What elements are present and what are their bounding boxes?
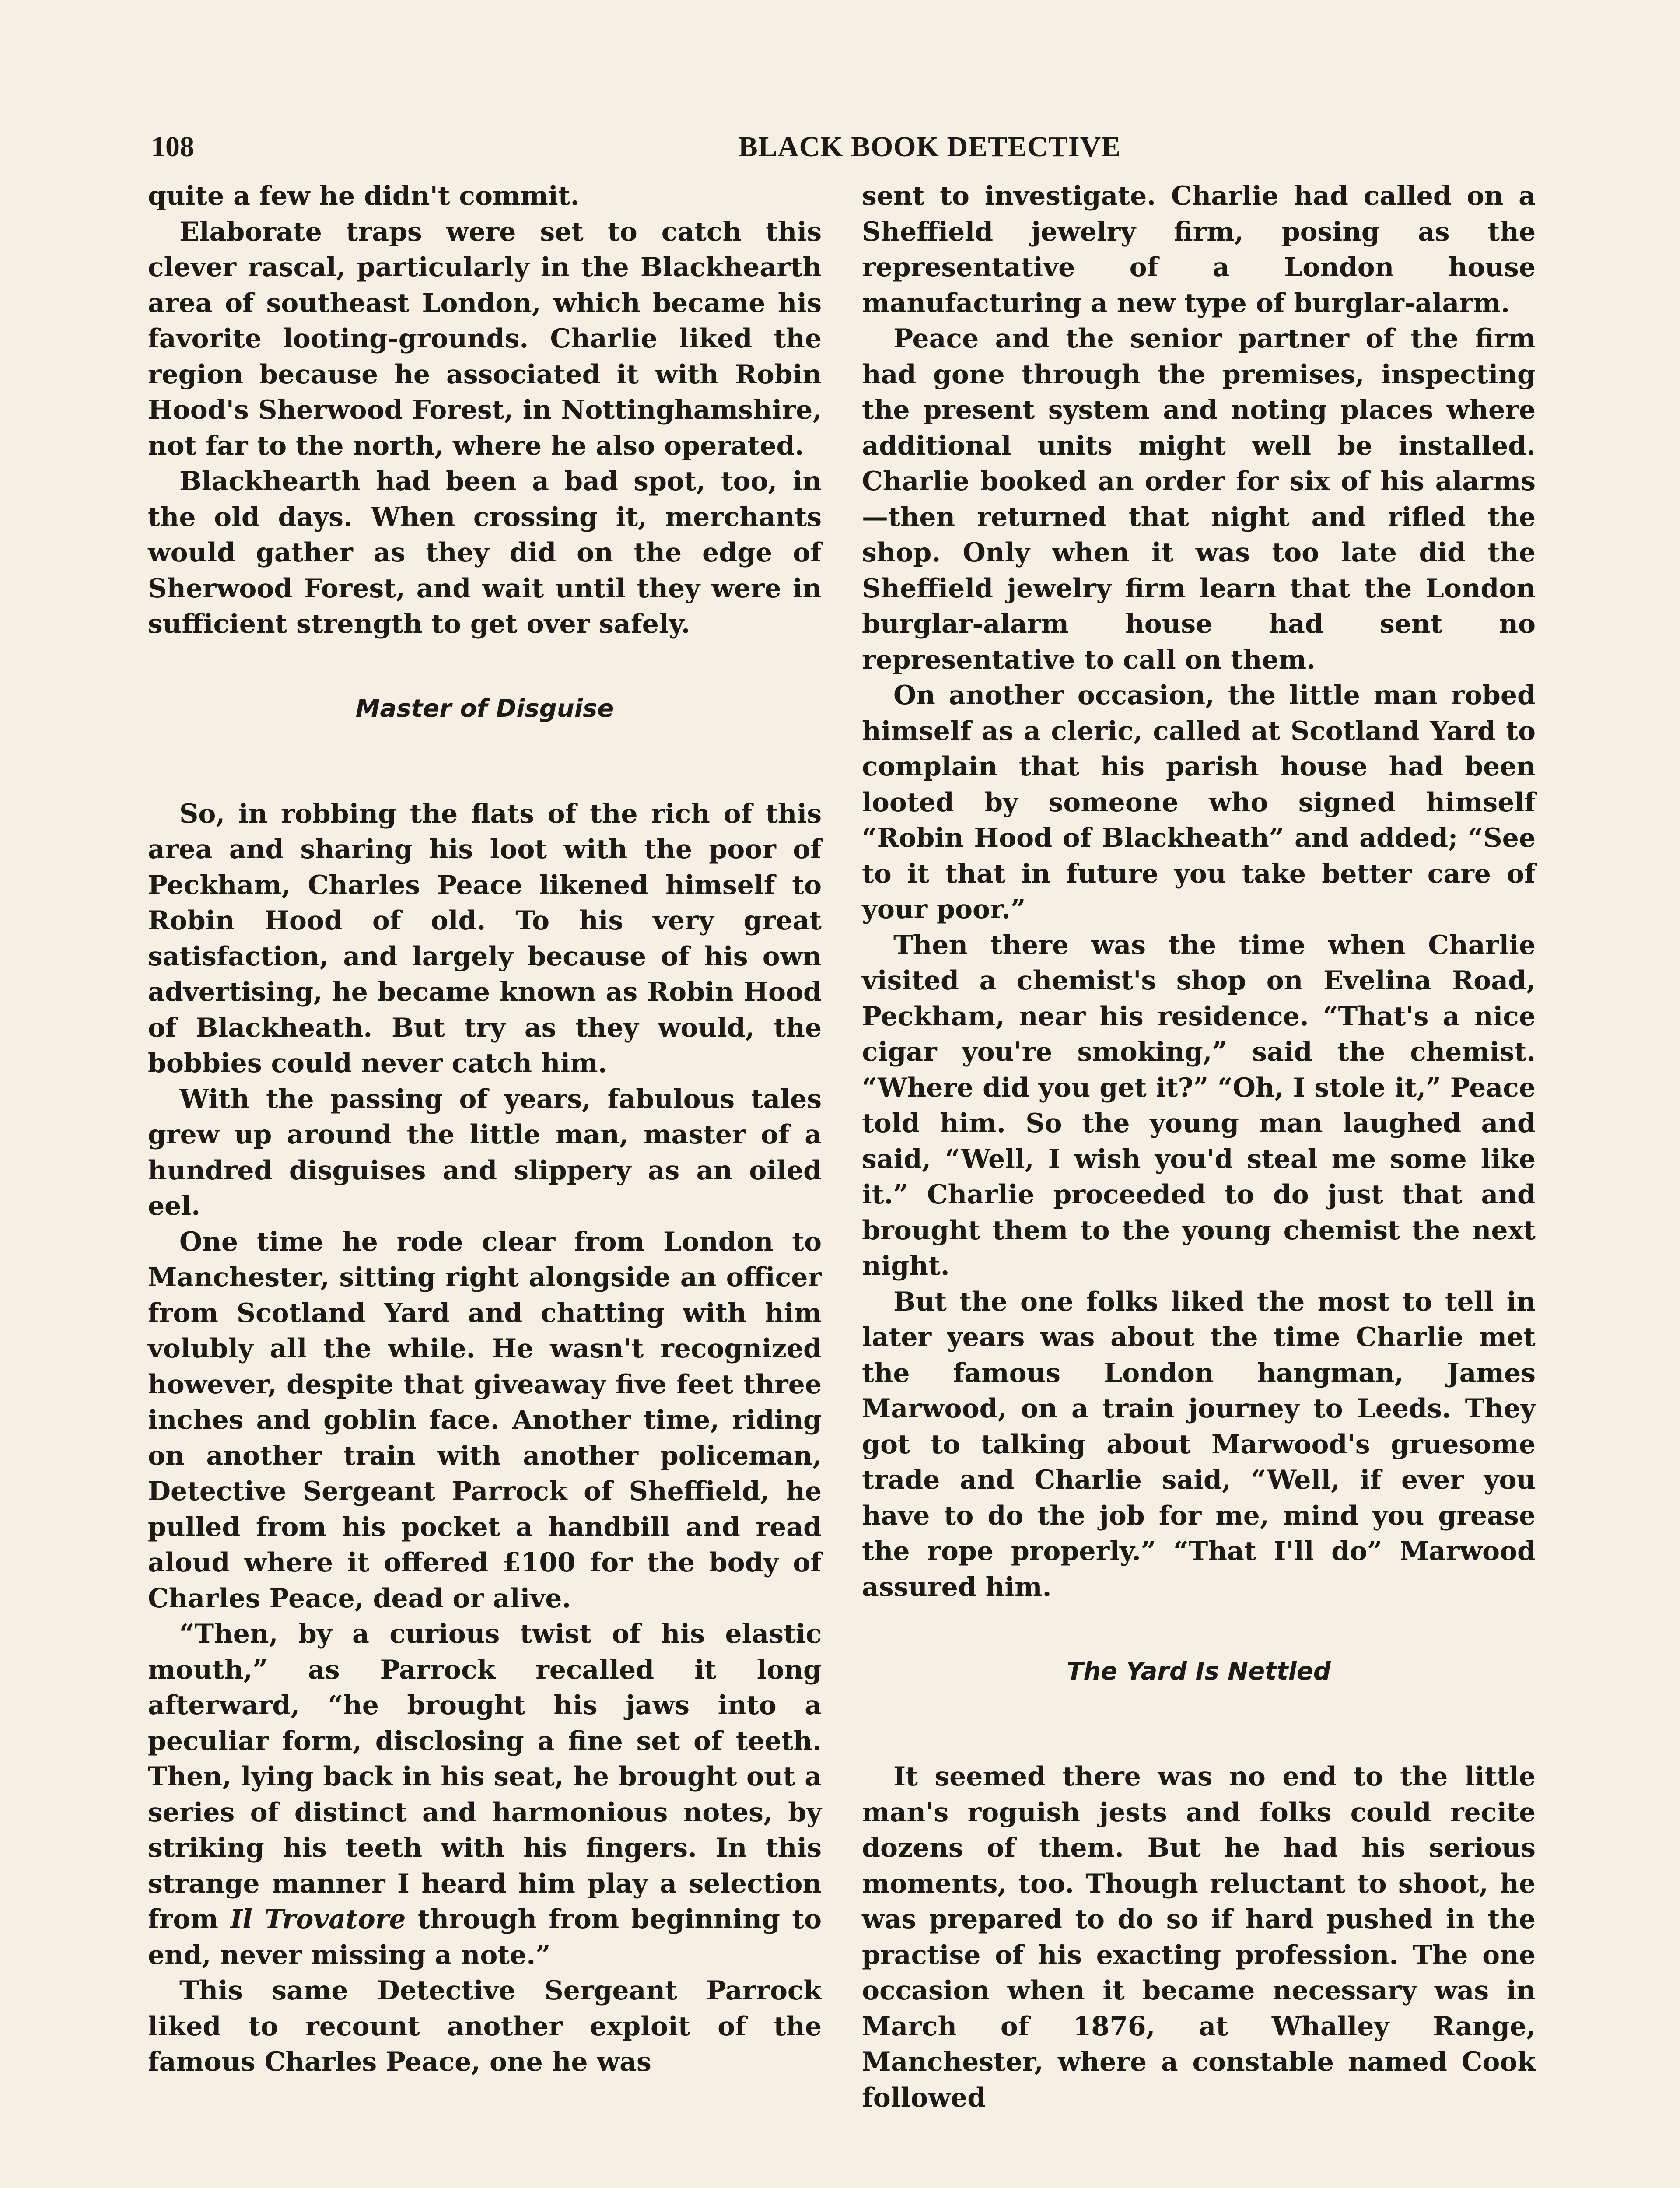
paragraph: This same Detective Sergeant Parrock liked to recount another exploit of the famous Charles Peace, one he was: [148, 1975, 822, 2077]
paragraph: On another occasion, the little man robed himself as a cleric, called at Scotland Yard to complain that his parish house had been looted by someone who signed himself “Robin Hood of Blackheath” and added; “See to it that in future you take better care of your poor.”: [862, 680, 1536, 925]
right-column: [862, 179, 1536, 2116]
paragraph: sent to investigate. Charlie had called on a Sheffield jewelry firm, posing as the representative of a London house manufacturing a new type of burglar-alarm.: [862, 181, 1536, 319]
section-heading: The Yard Is Nettled: [1067, 1657, 1331, 1686]
paragraph: Then there was the time when Charlie visited a chemist's shop on Evelina Road, Peckham, near his residence. “That's a nice cigar you're smoking,” said the chemist. “Where did you get it?” “Oh, I stole it,” Peace told him. So the young man laughed and said, “Well, I wish you'd steal me some like it.” Charlie proceeded to do just that and brought them to the young chemist the next night.: [862, 929, 1536, 1281]
paragraph-text: through from beginning to end, never missing a note.”: [148, 1904, 822, 1971]
running-title: BLACK BOOK DETECTIVE: [738, 131, 1121, 163]
paragraph: One time he rode clear from London to Manchester, sitting right alongside an officer from Scotland Yard and chatting with him volubly all the while. He wasn't recognized however, despite that giveaway five feet three inches and goblin face. Another time, riding on another train with another policeman, Detective Sergeant Parrock of Sheffield, he pulled from his pocket a handbill and read aloud where it offered £100 for the body of Charles Peace, dead or alive.: [148, 1226, 822, 1614]
section-heading: Master of Disguise: [355, 694, 614, 723]
page-number: 108: [151, 131, 194, 163]
paragraph: But the one folks liked the most to tell in later years was about the time Charlie met the famous London hangman, James Marwood, on a train journey to Leeds. They got to talking about Marwood's gruesome trade and Charlie said, “Well, if ever you have to do the job for me, mind you grease the rope properly.” “That I'll do” Marwood assured him.: [862, 1286, 1536, 1602]
paragraph-text: “Then, by a curious twist of his elastic mouth,” as Parrock recalled it long afterward, “he brought his jaws into a peculiar form, disclosing a fine set of teeth. Then, lying back in his seat, he brought out a series of distinct and harmonious notes, by striking his teeth with his fingers. In this strange manner I heard him play a selection from: [148, 1619, 822, 1935]
page-header: [151, 130, 1529, 174]
left-column: [148, 179, 822, 2080]
paragraph: Blackhearth had been a bad spot, too, in the old days. When crossing it, merchants would gather as they did on the edge of Sherwood Forest, and wait until they were in sufficient strength to get over safely.: [148, 466, 822, 639]
paragraph-with-italic-title: [148, 1616, 822, 1973]
paragraph: With the passing of years, fabulous tales grew up around the little man, master of a hundred disguises and slippery as an oiled eel.: [148, 1083, 822, 1221]
paragraph: Peace and the senior partner of the firm had gone through the premises, inspecting the present system and noting places where additional units might well be installed. Charlie booked an order for six of his alarms—then returned that night and rifled the shop. Only when it was too late did the Sheffield jewelry firm learn that the London burglar-alarm house had sent no representative to call on them.: [862, 323, 1536, 675]
paragraph: Elaborate traps were set to catch this clever rascal, particularly in the Blackhearth area of southeast London, which became his favorite looting-grounds. Charlie liked the region because he associated it with Robin Hood's Sherwood Forest, in Nottinghamshire, not far to the north, where he also operated.: [148, 216, 822, 461]
paragraph: It seemed there was no end to the little man's roguish jests and folks could recite dozens of them. But he had his serious moments, too. Though reluctant to shoot, he was prepared to do so if hard pushed in the practise of his exacting profession. The one occasion when it became necessary was in March of 1876, at Whalley Range, Manchester, where a constable named Cook followed: [862, 1761, 1536, 2113]
paragraph: quite a few he didn't commit.: [148, 181, 580, 211]
opera-title: Il Trovatore: [230, 1904, 406, 1935]
paragraph: So, in robbing the flats of the rich of this area and sharing his loot with the poor of Peckham, Charles Peace likened himself to Robin Hood of old. To his very great satisfaction, and largely because of his own advertising, he became known as Robin Hood of Blackheath. But try as they would, the bobbies could never catch him.: [148, 798, 822, 1079]
